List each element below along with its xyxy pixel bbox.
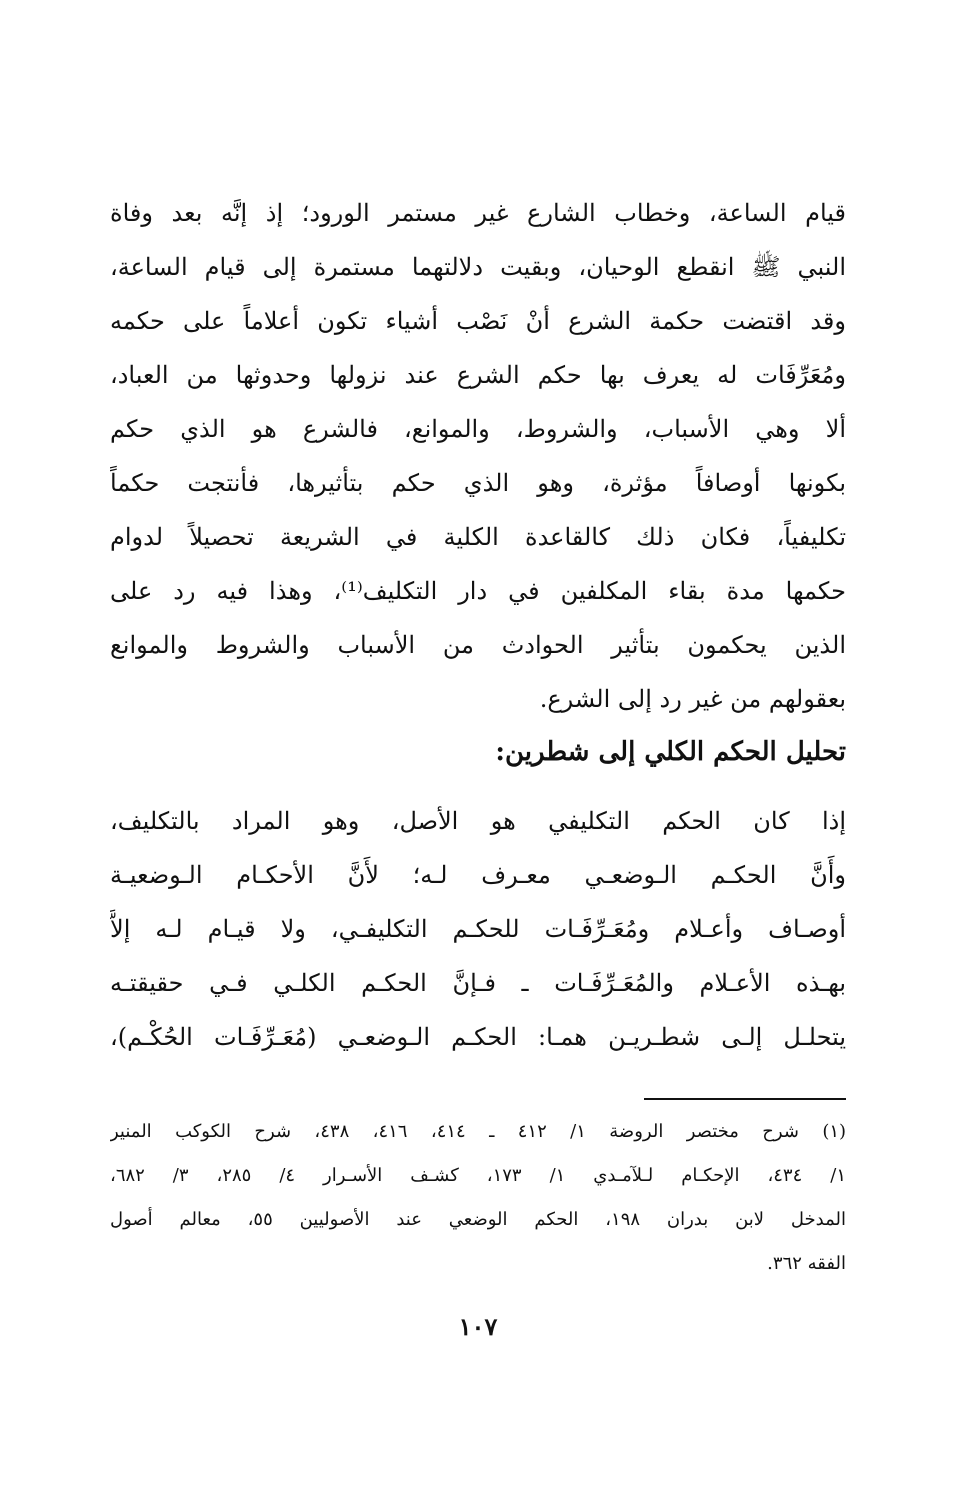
paragraph-line: وأَنَّ الحكـم الـوضعـي معـرف لـه؛ لأَنَّ الأحكـام الـوضعيـة <box>110 861 846 889</box>
paragraph-line: الذين يحكمون بتأثير الحوادث من الأسباب والشروط والموانع <box>110 631 846 659</box>
paragraph-line: وقد اقتضت حكمة الشرع أنْ نَصْب أشياء تكون أعلاماً على حكمه <box>110 307 846 335</box>
footnote-divider <box>644 1098 846 1100</box>
paragraph-line: أوصـاف وأعـلام ومُعَـرِّفَـات للحكـم التكليفـي، ولا قيـام لـه إلاَّ <box>110 915 846 943</box>
footnotes <box>110 1110 846 1286</box>
section-heading: تحليل الحكم الكلي إلى شطرين: <box>495 737 846 767</box>
paragraph-line: بهـذه الأعـلام والمُعَـرِّفَـات ـ فـإنَّ الحكـم الكلـي فـي حقيقتـه <box>110 969 846 997</box>
paragraph-section <box>110 794 846 1064</box>
paragraph-line: بكونها أوصافاً مؤثرة، وهو الذي حكم بتأثيرها، فأنتجت حكماً <box>110 469 846 497</box>
page-number: ١٠٧ <box>458 1312 498 1341</box>
paragraph-line: تكليفياً، فكان ذلك كالقاعدة الكلية في الشريعة تحصيلاً لدوام <box>110 523 846 551</box>
paragraph-line: ألا وهي الأسباب، والشروط، والموانع، فالشرع هو الذي حكم <box>110 415 846 443</box>
footnote-line: ١/ ٤٣٤، الإحكـام لـلآمـدي ١/ ١٧٣، كشـف الأسـرار ٤/ ٢٨٥، ٣/ ٦٨٢، <box>110 1165 846 1186</box>
footnote-line: (١) شرح مختصر الروضة ١/ ٤١٢ ـ ٤١٤، ٤١٦، ٤٣٨، شرح الكوكب المنير <box>110 1121 846 1142</box>
paragraph-line: قيام الساعة، وخطاب الشارع غير مستمر الورود؛ إذ إنَّه بعد وفاة <box>110 199 846 227</box>
paragraph-line: بعقولهم من غير رد إلى الشرع. <box>539 685 846 713</box>
paragraph-line: ومُعَرِّفَات له يعرف بها حكم الشرع عند نزولها وحدوثها من العباد، <box>110 361 846 389</box>
footnote-line: المدخل لابن بدران ١٩٨، الحكم الوضعي عند الأصوليين ٥٥، معالم أصول <box>110 1209 846 1230</box>
paragraph-line: حكمها مدة بقاء المكلفين في دار التكليف⁽¹⁾، وهذا فيه رد على <box>110 577 846 605</box>
paragraph-line: النبي ﷺ انقطع الوحيان، وبقيت دلالتهما مستمرة إلى قيام الساعة، <box>110 253 846 281</box>
footnote-line: الفقه ٣٦٢. <box>767 1253 846 1274</box>
paragraph-line: إذا كان الحكم التكليفي هو الأصل، وهو المراد بالتكليف، <box>110 807 846 835</box>
paragraph-continued <box>110 186 846 726</box>
paragraph-line: يتحلـل إلـى شطـريـن همـا: الحكـم الـوضعـي (مُعَـرِّفَـات الحُكْـم)، <box>110 1023 846 1051</box>
